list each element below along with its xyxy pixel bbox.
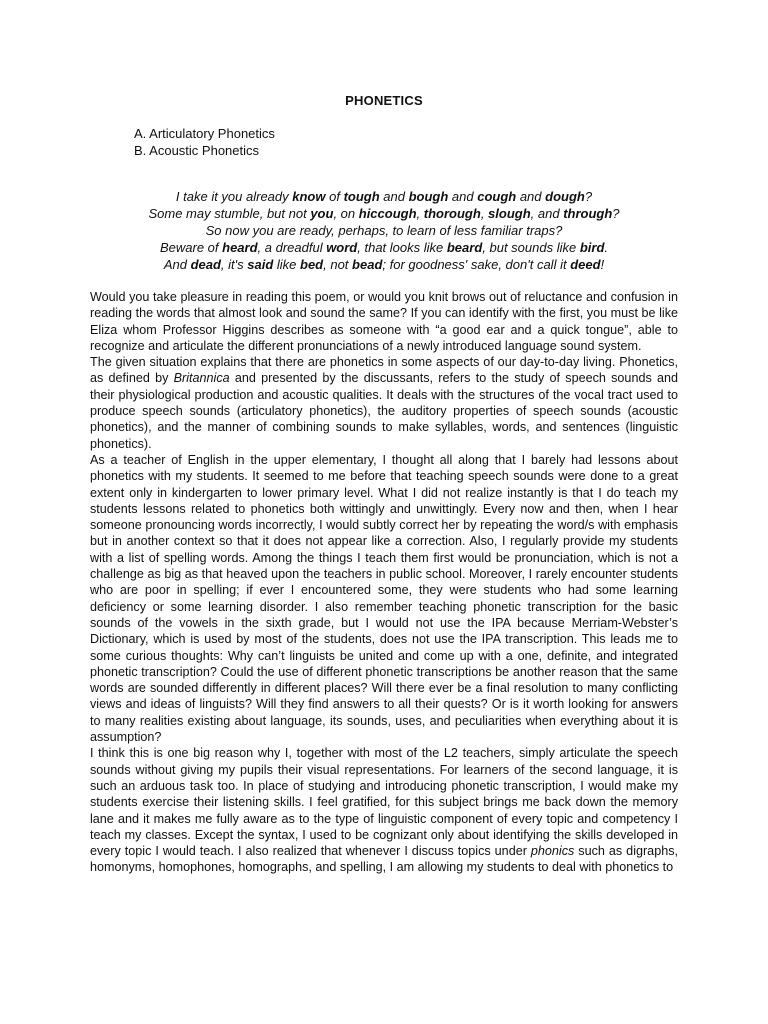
poem-bold-word: dead bbox=[190, 257, 221, 272]
poem-text-run: and bbox=[379, 189, 409, 204]
poem-bold-word: know bbox=[292, 189, 326, 204]
poem-line bbox=[0, 239, 768, 256]
body-paragraph bbox=[90, 289, 678, 354]
poem-text-run: , bbox=[416, 206, 424, 221]
poem-text-run: ? bbox=[612, 206, 620, 221]
poem-bold-word: bough bbox=[408, 189, 449, 204]
poem-line bbox=[0, 188, 768, 205]
poem-bold-word: bed bbox=[300, 257, 324, 272]
poem-bold-word: thorough bbox=[423, 206, 481, 221]
paragraph-text-run: The given situation explains that there are phonetics in some aspects of our day-to-day living. Phonetics, as defined by bbox=[90, 355, 678, 386]
poem-text-run: , and bbox=[530, 206, 564, 221]
paragraph-text-run: and presented by the discussants, refers to the study of speech sounds and their physiological production and acoustic qualities. It deals with the structures of the vocal tract used to produce speech sounds (articulatory phonetics), the auditory properties of speech sounds (acoustic phonetics), and the manner of combining sounds to make syllables, words, and sentences (linguistic phonetics). bbox=[90, 371, 678, 451]
poem-bold-word: dough bbox=[545, 189, 585, 204]
poem-bold-word: cough bbox=[477, 189, 517, 204]
body-paragraph bbox=[90, 452, 678, 745]
essay-body bbox=[90, 289, 678, 876]
poem-text-run: ! bbox=[600, 257, 605, 272]
poem-bold-word: heard bbox=[222, 240, 258, 255]
poem-text-run: , not bbox=[323, 257, 353, 272]
poem-bold-word: beard bbox=[446, 240, 483, 255]
poem-line bbox=[0, 256, 768, 273]
poem-bold-word: bird bbox=[579, 240, 605, 255]
poem-text-run: , on bbox=[333, 206, 359, 221]
poem-text-run: of bbox=[325, 189, 344, 204]
poem-text-run: , that looks like bbox=[357, 240, 447, 255]
poem-text-run: , it's bbox=[220, 257, 248, 272]
page-title: PHONETICS bbox=[345, 93, 423, 108]
paragraph-text-run: such as digraphs, homonyms, homophones, homographs, and spelling, I am allowing my students to deal with phonetics to bbox=[90, 844, 678, 875]
poem-text-run: like bbox=[273, 257, 300, 272]
poem-bold-word: slough bbox=[488, 206, 531, 221]
poem-text-run: , but sounds like bbox=[482, 240, 580, 255]
poem-bold-word: hiccough bbox=[358, 206, 417, 221]
outline-item: A. Articulatory Phonetics bbox=[134, 126, 275, 141]
poem-text-run: and bbox=[516, 189, 546, 204]
poem-line bbox=[0, 205, 768, 222]
poem-text-run: So now you are ready, perhaps, to learn of less familiar traps? bbox=[205, 223, 563, 238]
poem-bold-word: word bbox=[326, 240, 358, 255]
poem-bold-word: through bbox=[563, 206, 613, 221]
poem-bold-word: bead bbox=[352, 257, 383, 272]
poem-text-run: Some may stumble, but not bbox=[148, 206, 311, 221]
poem-bold-word: tough bbox=[343, 189, 380, 204]
poem-text-run: ; for goodness' sake, don't call it bbox=[382, 257, 571, 272]
topic-outline bbox=[134, 125, 275, 159]
paragraph-text-run: As a teacher of English in the upper elementary, I thought all along that I barely had lessons about phonetics with my students. It seemed to me before that teaching speech sounds were done to a great extent only in kindergarten to lower primary level. What I did not realize instantly is that I do teach my students lessons related to phonetics both wittingly and unwittingly. Every now and then, when I hear someone pronouncing words incorrectly, I would subtly correct her by repeating the word/s with emphasis but in another context so that it does not appear like a correction. Also, I regularly provide my students with a list of spelling words. Among the things I teach them first would be pronunciation, which is not a challenge as big as that heaved upon the teachers in public school. Moreover, I rarely encounter students who are poor in spelling; if ever I encountered some, they were students who had some learning deficiency or some learning disorder. I also remember teaching phonetic transcription for the basic sounds of the vowels in the sixth grade, but I would not use the IPA because Merriam-Webster’s Dictionary, which is used by most of the students, does not use the IPA transcription. This leads me to some curious thoughts: Why can’t linguists be united and come up with a one, definite, and integrated phonetic transcription? Could the use of different phonetic transcriptions be another reason that the same words are sounded differently in different places? Will there ever be a final resolution to many conflicting views and ideas of linguists? Will they find answers to all their quests? Or is it worth looking for answers to many realities existing about language, its sounds, uses, and peculiarities when everything about it is assumption? bbox=[90, 452, 678, 745]
paragraph-text-run: I think this is one big reason why I, together with most of the L2 teachers, simply articulate the speech sounds without giving my pupils their visual representations. For learners of the second language, it is such an arduous task too. In place of studying and introducing phonetic transcription, I would make my students exercise their listening skills. I feel gratified, for this subject brings me back down the memory lane and it makes me fully aware as to the type of linguistic component of every topic and competency I teach my classes. Except the syntax, I used to be cognizant only about identifying the skills developed in every topic I would teach. I also realized that whenever I discuss topics under bbox=[90, 746, 678, 859]
paragraph-text-run: Would you take pleasure in reading this poem, or would you knit brows out of reluctance and confusion in reading the words that almost look and sound the same? If you can identify with the first, you must be like Eliza whom Professor Higgins describes as someone with “a good ear and a quick tongue”, able to recognize and articulate the different pronunciations of a newly introduced language sound system. bbox=[90, 290, 678, 353]
poem-bold-word: deed bbox=[570, 257, 601, 272]
poem-text-run: , bbox=[480, 206, 489, 221]
poem-text-run: . bbox=[604, 240, 609, 255]
poem-text-run: Beware of bbox=[159, 240, 223, 255]
poem-block bbox=[0, 188, 768, 273]
poem-text-run: And bbox=[163, 257, 191, 272]
poem-line bbox=[0, 222, 768, 239]
body-paragraph bbox=[90, 354, 678, 452]
poem-text-run: ? bbox=[584, 189, 593, 204]
body-paragraph bbox=[90, 745, 678, 875]
poem-bold-word: you bbox=[310, 206, 334, 221]
poem-text-run: and bbox=[448, 189, 478, 204]
poem-text-run: I take it you already bbox=[175, 189, 293, 204]
poem-text-run: , a dreadful bbox=[257, 240, 327, 255]
outline-item: B. Acoustic Phonetics bbox=[134, 143, 260, 158]
poem-bold-word: said bbox=[247, 257, 274, 272]
italic-term: phonics bbox=[530, 844, 575, 859]
italic-term: Britannica bbox=[173, 371, 230, 386]
